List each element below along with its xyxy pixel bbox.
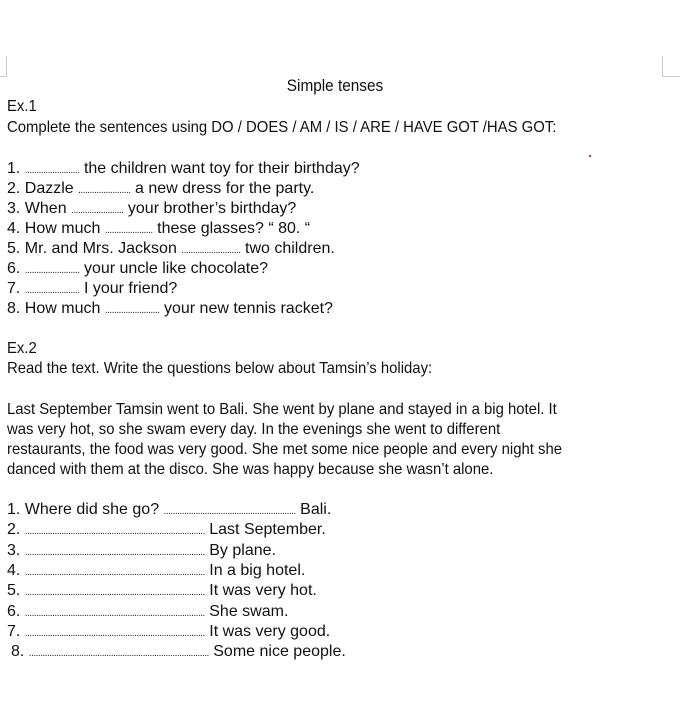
exercise-item [7, 622, 330, 644]
item-suffix: your new tennis racket? [163, 300, 333, 317]
item-prefix: 3. When [7, 200, 67, 217]
answer-blank[interactable]: ............................................................................... [24, 627, 205, 639]
item-prefix: 2. [7, 521, 21, 539]
item-prefix: 3. [7, 541, 21, 559]
item-suffix: It was very hot. [209, 582, 317, 600]
answer-blank[interactable]: .......................................................... [163, 506, 296, 517]
paragraph-line: danced with them at the disco. She was happy because she wasn’t alone. [7, 461, 494, 478]
answer-blank[interactable]: .......................... [181, 245, 241, 256]
paragraph-line: restaurants, the food was very good. She met some nice people and every night she [7, 441, 563, 458]
exercise-item [7, 239, 335, 261]
item-suffix: By plane. [209, 541, 276, 559]
answer-blank[interactable]: ............................................................................... [28, 648, 209, 660]
item-prefix: 7. [7, 280, 21, 297]
answer-blank[interactable]: ........................ [104, 305, 160, 316]
exercise-item [7, 561, 305, 583]
exercise-item [7, 299, 333, 321]
item-suffix: these glasses? “ 80. “ [157, 220, 311, 237]
item-suffix: your brother’s birthday? [127, 200, 297, 217]
item-suffix: I your friend? [83, 280, 178, 297]
exercise2-instruction: Read the text. Write the questions below about Tamsin’s holiday: [7, 360, 433, 377]
exercise-item [7, 259, 268, 281]
item-prefix: 2. Dazzle [7, 180, 74, 197]
page-corner-mark-left [0, 56, 7, 77]
item-prefix: 5. Mr. and Mrs. Jackson [7, 240, 177, 257]
exercise-item [7, 219, 310, 241]
item-prefix: 8. [11, 643, 25, 661]
stray-mark [589, 155, 591, 157]
item-prefix: 6. [7, 260, 21, 277]
document-title: Simple tenses [286, 77, 384, 95]
item-prefix: 1. [7, 160, 21, 177]
answer-blank[interactable]: ....................... [71, 205, 124, 216]
item-prefix: 4. How much [7, 220, 101, 237]
item-prefix: 8. How much [7, 300, 101, 317]
exercise1-label: Ex.1 [7, 98, 37, 115]
paragraph-line: was very hot, so she swam every day. In the evenings she went to different [7, 421, 501, 438]
answer-blank[interactable]: ............................................................................... [24, 566, 205, 578]
answer-blank[interactable]: ............................................................................... [24, 526, 205, 538]
item-suffix: two children. [245, 240, 335, 257]
item-prefix: 6. [7, 602, 21, 620]
page-corner-mark-right [662, 56, 680, 77]
exercise-item [7, 581, 317, 603]
exercise-item [7, 279, 177, 301]
item-suffix: a new dress for the party. [135, 180, 315, 197]
exercise-item [7, 520, 326, 542]
answer-blank[interactable]: ....................... [78, 185, 131, 196]
item-suffix: Last September. [209, 521, 326, 539]
answer-blank[interactable]: ........................ [24, 265, 80, 276]
paragraph-line: Last September Tamsin went to Bali. She went by plane and stayed in a big hotel. It [7, 401, 557, 418]
item-suffix: It was very good. [209, 622, 331, 640]
exercise2-label: Ex.2 [7, 340, 37, 357]
item-suffix: Some nice people. [213, 643, 346, 661]
answer-blank[interactable]: ..................... [104, 225, 153, 236]
item-suffix: your uncle like chocolate? [83, 260, 269, 277]
answer-blank[interactable]: ............................................................................... [24, 607, 205, 619]
item-suffix: In a big hotel. [209, 561, 306, 579]
exercise1-instruction: Complete the sentences using DO / DOES / AM / IS / ARE / HAVE GOT /HAS GOT: [7, 119, 557, 136]
exercise-item [7, 602, 288, 624]
item-prefix: 1. Where did she go? [7, 501, 160, 518]
item-prefix: 4. [7, 561, 21, 579]
item-prefix: 5. [7, 582, 21, 600]
answer-blank[interactable]: ............................................................................... [24, 546, 205, 558]
item-suffix: Bali. [300, 501, 332, 518]
answer-blank[interactable]: ........................ [24, 165, 80, 176]
exercise-item [7, 199, 296, 221]
answer-blank[interactable]: ........................ [24, 285, 80, 296]
item-suffix: She swam. [209, 602, 289, 620]
exercise-item [11, 642, 346, 664]
exercise-item [7, 159, 360, 181]
item-suffix: the children want toy for their birthday? [83, 160, 360, 177]
exercise-item [7, 500, 331, 522]
answer-blank[interactable]: ............................................................................... [24, 587, 205, 599]
exercise-item [7, 541, 276, 563]
item-prefix: 7. [7, 622, 21, 640]
exercise-item [7, 179, 314, 201]
